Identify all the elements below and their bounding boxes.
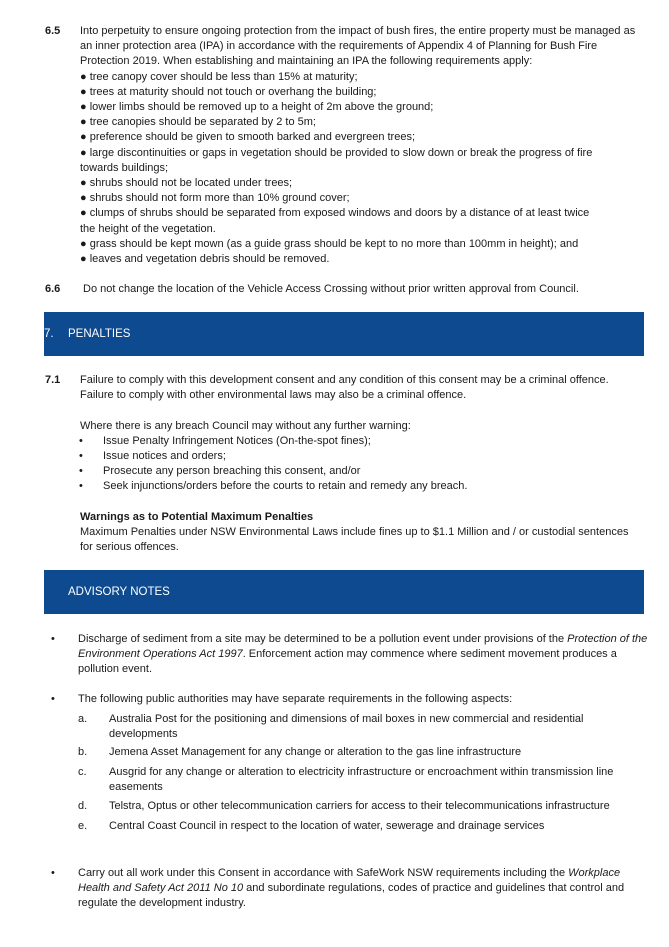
- breach-item: Issue notices and orders;: [103, 450, 226, 462]
- text-run: Carry out all work under this Consent in accordance with SafeWork NSW requirements including the: [78, 867, 569, 879]
- text-line: [78, 881, 624, 896]
- section-number-7-1: 7.1: [45, 374, 61, 386]
- text-run: Discharge of sediment from a site may be determined to be a pollution event under provisions of the: [78, 633, 568, 645]
- authority-item: [109, 712, 583, 742]
- text-line: for serious offences.: [80, 541, 179, 554]
- text-run: . Enforcement action may commence where sediment movement produces a: [242, 648, 617, 661]
- ipa-requirement: ● shrubs should not form more than 10% ground cover;: [80, 192, 350, 205]
- ipa-requirement-cont: towards buildings;: [80, 161, 169, 174]
- text-line: Maximum Penalties under NSW Environmental Laws include fines up to $1.1 Million and / or custodial sentences: [80, 526, 629, 538]
- ipa-requirement: ● tree canopy cover should be less than 15% at maturity;: [80, 70, 358, 83]
- banner-title: ADVISORY NOTES: [68, 586, 170, 598]
- ipa-requirement: ● tree canopies should be separated by 2 to 5m;: [80, 116, 316, 129]
- ipa-requirement: ● clumps of shrubs should be separated from exposed windows and doors by a distance of at least twice: [80, 207, 590, 220]
- authority-item: [109, 819, 544, 834]
- text-line: Australia Post for the positioning and dimensions of mail boxes in new commercial and residential: [109, 713, 584, 725]
- ipa-requirement: ● trees at maturity should not touch or overhang the building;: [80, 85, 377, 98]
- advisory-notes-banner: [44, 570, 644, 614]
- penalties-banner: [44, 312, 644, 356]
- bullet: •: [51, 693, 55, 705]
- list-letter: c.: [78, 766, 87, 778]
- act-title: Health and Safety Act 2011 No 10: [78, 882, 244, 895]
- bullet: •: [79, 480, 83, 492]
- ipa-requirement: ● shrubs should not be located under trees;: [80, 177, 293, 190]
- authority-item: [109, 765, 613, 795]
- list-letter: d.: [78, 800, 88, 812]
- banner-title: PENALTIES: [68, 328, 131, 340]
- act-title: Protection of the: [567, 633, 648, 645]
- breach-intro: Where there is any breach Council may without any further warning:: [80, 420, 411, 432]
- ipa-requirement: ● lower limbs should be removed up to a height of 2m above the ground;: [80, 101, 434, 114]
- text-line: regulate the development industry.: [78, 897, 246, 910]
- breach-item: Issue Penalty Infringement Notices (On-the-spot fines);: [103, 435, 371, 447]
- section-6-5-text: [80, 24, 635, 267]
- text-line: [78, 866, 624, 881]
- banner-number: 7.: [44, 328, 54, 340]
- advisory-note-safework: [78, 866, 624, 912]
- text-line: Into perpetuity to ensure ongoing protection from the impact of bush fires, the entire property must be managed as: [80, 25, 636, 37]
- act-title: Environment Operations Act 1997: [78, 648, 243, 661]
- text-line: developments: [109, 728, 178, 741]
- text-line: an inner protection area (IPA) in accordance with the requirements of Appendix 4 of Planning for Bush Fire: [80, 40, 598, 53]
- bullet: •: [79, 435, 83, 447]
- text-line: easements: [109, 781, 163, 794]
- authority-item: [109, 745, 521, 760]
- text-line: Central Coast Council in respect to the location of water, sewerage and drainage services: [109, 820, 545, 832]
- ipa-requirement: ● leaves and vegetation debris should be removed.: [80, 253, 330, 266]
- section-number-6-6: 6.6: [45, 283, 61, 295]
- act-title: Workplace: [568, 867, 621, 879]
- warnings-text: [80, 525, 628, 555]
- breach-item: Prosecute any person breaching this consent, and/or: [103, 465, 361, 477]
- authority-item: [109, 799, 610, 814]
- text-line: [78, 632, 647, 647]
- text-line: Jemena Asset Management for any change or alteration to the gas line infrastructure: [109, 746, 522, 758]
- section-number-6-5: 6.5: [45, 25, 61, 37]
- text-line: Protection 2019. When establishing and maintaining an IPA the following requirements apply:: [80, 55, 533, 68]
- text-line: pollution event.: [78, 663, 152, 676]
- text-line: Failure to comply with other environmental laws may also be a criminal offence.: [80, 389, 467, 402]
- warnings-heading: Warnings as to Potential Maximum Penalties: [80, 511, 314, 523]
- bullet: •: [51, 867, 55, 879]
- ipa-requirement: ● grass should be kept mown (as a guide grass should be kept to no more than 100mm in height); and: [80, 237, 579, 250]
- text-line: Failure to comply with this development consent and any condition of this consent may be a criminal offence.: [80, 374, 609, 386]
- list-letter: a.: [78, 713, 88, 725]
- section-7-1-text: [80, 373, 609, 403]
- advisory-note-sediment: [78, 632, 647, 678]
- bullet: •: [51, 633, 55, 645]
- text-run: and subordinate regulations, codes of practice and guidelines that control and: [243, 882, 625, 895]
- ipa-requirement: ● preference should be given to smooth barked and evergreen trees;: [80, 131, 416, 144]
- text-line: [78, 647, 647, 662]
- section-6-6-text: Do not change the location of the Vehicle Access Crossing without prior written approval from Council.: [83, 283, 579, 295]
- ipa-requirement: ● large discontinuities or gaps in vegetation should be provided to slow down or break the progress of fire: [80, 146, 593, 159]
- bullet: •: [79, 450, 83, 462]
- breach-item: Seek injunctions/orders before the courts to retain and remedy any breach.: [103, 480, 468, 492]
- ipa-requirement-cont: the height of the vegetation.: [80, 222, 216, 235]
- text-line: Telstra, Optus or other telecommunication carriers for access to their telecommunications infrastructure: [109, 800, 610, 812]
- text-line: Ausgrid for any change or alteration to electricity infrastructure or encroachment within transmission line: [109, 766, 614, 778]
- advisory-note-authorities: The following public authorities may have separate requirements in the following aspects:: [78, 693, 513, 705]
- list-letter: e.: [78, 820, 88, 832]
- bullet: •: [79, 465, 83, 477]
- list-letter: b.: [78, 746, 88, 758]
